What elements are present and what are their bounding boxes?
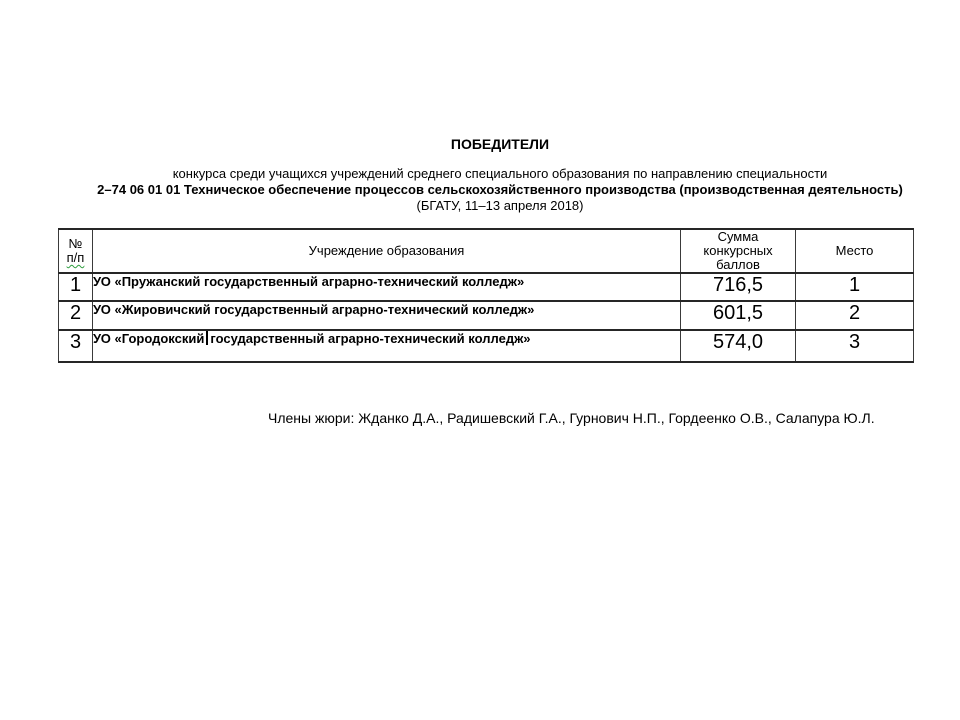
row-number: 1	[69, 274, 82, 296]
score-cell[interactable]	[681, 273, 796, 301]
place-value: 2	[848, 302, 861, 324]
institution-cell[interactable]	[93, 273, 681, 301]
institution-name: УО «Жировичский государственный аграрно-технический колледж»	[93, 302, 535, 317]
header-cell-number[interactable]	[59, 229, 93, 273]
subtitle-line-1[interactable]: конкурса среди учащихся учреждений среднего специального образования по направлению специальности	[172, 166, 828, 181]
header-cell-institution[interactable]	[93, 229, 681, 273]
header-cell-place[interactable]	[796, 229, 914, 273]
row-number-cell[interactable]	[59, 330, 93, 362]
place-cell[interactable]	[796, 301, 914, 330]
header-number-line2: п/п	[66, 250, 85, 265]
score-value: 601,5	[712, 302, 764, 324]
institution-cell[interactable]	[93, 330, 681, 362]
page-title[interactable]: ПОБЕДИТЕЛИ	[450, 136, 550, 152]
place-value: 3	[848, 331, 861, 353]
results-table	[58, 228, 914, 363]
header-place-label: Место	[835, 243, 874, 258]
row-number: 2	[69, 302, 82, 324]
header-number-line1: №	[68, 236, 83, 251]
jury-members-line[interactable]: Члены жюри: Жданко Д.А., Радишевский Г.А., Гурнович Н.П., Гордеенко О.В., Салапура Ю.Л.	[268, 410, 875, 426]
header-cell-score[interactable]	[681, 229, 796, 273]
score-value: 716,5	[712, 274, 764, 296]
row-number-cell[interactable]	[59, 301, 93, 330]
header-score-line3: баллов	[716, 257, 760, 272]
institution-name: УО «Пружанский государственный аграрно-технический колледж»	[93, 274, 525, 289]
table-row	[59, 330, 914, 362]
subtitle-line-3[interactable]: (БГАТУ, 11–13 апреля 2018)	[416, 198, 584, 213]
place-value: 1	[848, 274, 861, 296]
row-number-cell[interactable]	[59, 273, 93, 301]
row-number: 3	[69, 331, 82, 353]
document-subtitle	[20, 166, 960, 214]
institution-cell[interactable]	[93, 301, 681, 330]
table-header-row	[59, 229, 914, 273]
header-score-line1: Сумма	[717, 229, 759, 244]
text-cursor	[206, 331, 208, 345]
header-institution-label: Учреждение образования	[308, 243, 465, 258]
subtitle-line-2[interactable]: 2–74 06 01 01 Техническое обеспечение процессов сельскохозяйственного производства (производственная деятельность)	[97, 182, 903, 197]
header-score-line2: конкурсных	[703, 243, 773, 258]
place-cell[interactable]	[796, 273, 914, 301]
score-cell[interactable]	[681, 330, 796, 362]
score-value: 574,0	[712, 331, 764, 353]
table-row	[59, 273, 914, 301]
table-row	[59, 301, 914, 330]
institution-name-before-caret: УО «Городокский	[93, 331, 205, 346]
place-cell[interactable]	[796, 330, 914, 362]
score-cell[interactable]	[681, 301, 796, 330]
institution-name-after-caret: государственный аграрно-технический колледж»	[210, 331, 531, 346]
